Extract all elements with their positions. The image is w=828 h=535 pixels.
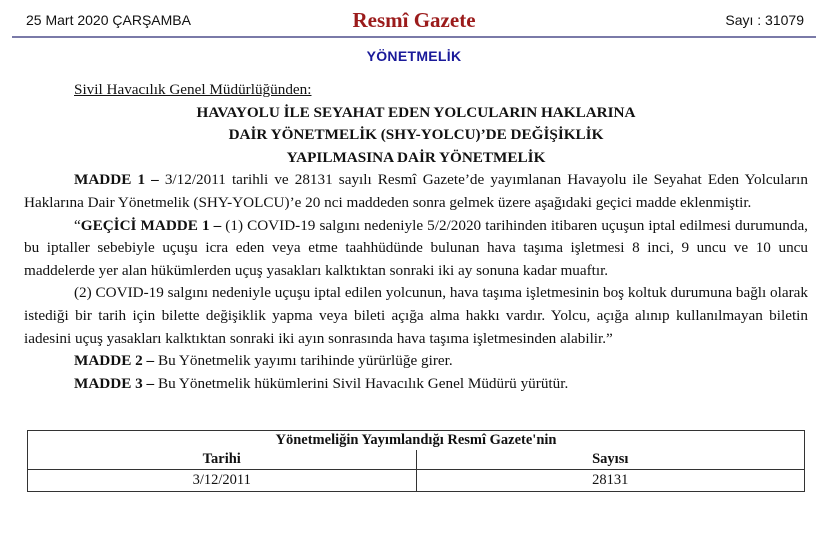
table-row	[28, 470, 805, 492]
reference-table-header-number: Sayısı	[416, 450, 805, 470]
section-title: YÖNETMELİK	[366, 48, 462, 64]
provisional-article-label: GEÇİCİ MADDE 1 –	[80, 216, 222, 234]
regulation-title-line-1: HAVAYOLU İLE SEYAHAT EDEN YOLCULARIN HAKLARINA	[196, 103, 636, 121]
provisional-article-quote: “	[74, 216, 81, 234]
article-1-text: 3/12/2011 tarihli ve 28131 sayılı Resmî Gazete’de yayımlanan Havayolu ile Seyahat Eden Yolcuların Haklarına Dair Yönetmelik (SHY-YOLCU)’e 20 nci maddeden sonra gelmek üzere aşağıdaki geçici madde eklenmiştir.	[24, 171, 808, 211]
regulation-title-line-2: DAİR YÖNETMELİK (SHY-YOLCU)’DE DEĞİŞİKLİK	[228, 126, 604, 144]
article-2-text: Bu Yönetmelik yayımı tarihinde yürürlüğe girer.	[154, 352, 453, 370]
reference-table-cell-date: 3/12/2011	[28, 470, 417, 492]
provisional-article-paragraph-2-text: (2) COVID-19 salgını nedeniyle uçuşu iptal edilen yolcunun, hava taşıma işletmesinin boş koltuk durumuna bağlı olarak istediği bir tarih için bilette değişiklik yapma veya bileti açığa alma hakkı vardır. Yolcu, açığa alınıp kullanılmayan biletin iadesini uçuş yasakları kalktıktan sonraki iki ayın sonrasında hava taşıma işletmesinden alabilir.”	[24, 284, 808, 347]
provisional-article-text: (1) COVID-19 salgını nedeniyle 5/2/2020 tarihinden itibaren uçuşun iptal edilmesi durumunda, bu iptaller sebebiyle uçuşu icra eden veya etme taahhüdünde bulunan hava taşıma işletmesi 8 inci, 9 uncu ve 10 uncu maddelerde yer alan hükümlerden uçuş yasakları kalktıktan sonraki iki ay sonuna kadar muaftır.	[24, 216, 808, 279]
article-3-label: MADDE 3 –	[74, 374, 155, 392]
article-3	[24, 373, 808, 396]
article-2-label: MADDE 2 –	[74, 352, 155, 370]
regulation-body	[24, 79, 808, 395]
reference-table-header-date: Tarihi	[28, 450, 417, 470]
provisional-article-paragraph-2	[24, 282, 808, 350]
reference-table-caption: Yönetmeliğin Yayımlandığı Resmî Gazete'nin	[28, 431, 805, 451]
article-2	[24, 350, 808, 373]
gazette-header	[12, 8, 816, 38]
article-1	[24, 169, 808, 214]
issuer-line: Sivil Havacılık Genel Müdürlüğünden:	[74, 81, 312, 98]
reference-table-cell-number: 28131	[416, 470, 805, 492]
header-date: 25 Mart 2020 ÇARŞAMBA	[26, 12, 191, 28]
article-1-label: MADDE 1 –	[74, 171, 159, 189]
reference-table	[27, 430, 805, 492]
header-issue-number: Sayı : 31079	[725, 12, 804, 28]
header-title: Resmî Gazete	[352, 8, 476, 32]
provisional-article-1	[24, 215, 808, 283]
article-3-text: Bu Yönetmelik hükümlerini Sivil Havacılık Genel Müdürü yürütür.	[154, 374, 569, 392]
regulation-title-line-3: YAPILMASINA DAİR YÖNETMELİK	[286, 148, 546, 166]
